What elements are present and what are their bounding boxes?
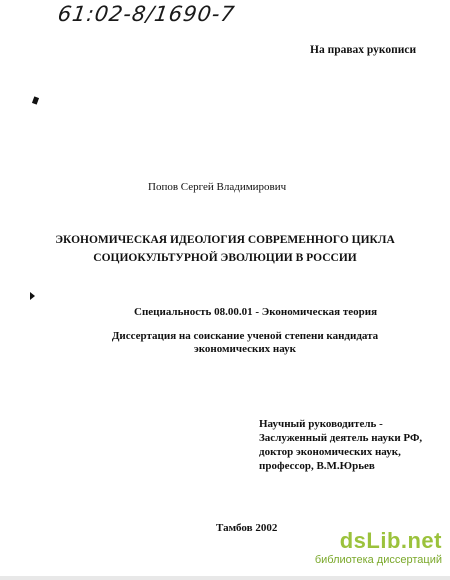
thesis-title-line: СОЦИОКУЛЬТУРНОЙ ЭВОЛЮЦИИ В РОССИИ [93, 252, 357, 264]
supervisor-line: профессор, В.М.Юрьев [259, 460, 375, 472]
watermark-logo: dsLib.net [339, 528, 442, 553]
watermark-subtitle: библиотека диссертаций [314, 554, 442, 566]
dissertation-degree-line: Диссертация на соискание ученой степени кандидата [111, 330, 379, 342]
author-name: Попов Сергей Владимирович [148, 181, 287, 193]
supervisor-line: Научный руководитель - [259, 418, 383, 430]
supervisor-line: Заслуженный деятель науки РФ, [259, 432, 423, 444]
dissertation-degree-line: экономических наук [193, 343, 297, 355]
handwritten-code: 61:02-8/1690-7 [56, 2, 237, 26]
specialty: Специальность 08.00.01 - Экономическая теория [134, 306, 378, 318]
city-year: Тамбов 2002 [216, 522, 278, 534]
scan-mark-middle [30, 292, 35, 300]
dslib-watermark [307, 528, 442, 572]
rights-note: На правах рукописи [310, 44, 417, 56]
supervisor-line: доктор экономических наук, [259, 446, 401, 458]
scan-bottom-edge [0, 576, 450, 580]
scan-mark-top [32, 96, 39, 104]
thesis-title-line: ЭКОНОМИЧЕСКАЯ ИДЕОЛОГИЯ СОВРЕМЕННОГО ЦИКЛА [55, 234, 395, 246]
